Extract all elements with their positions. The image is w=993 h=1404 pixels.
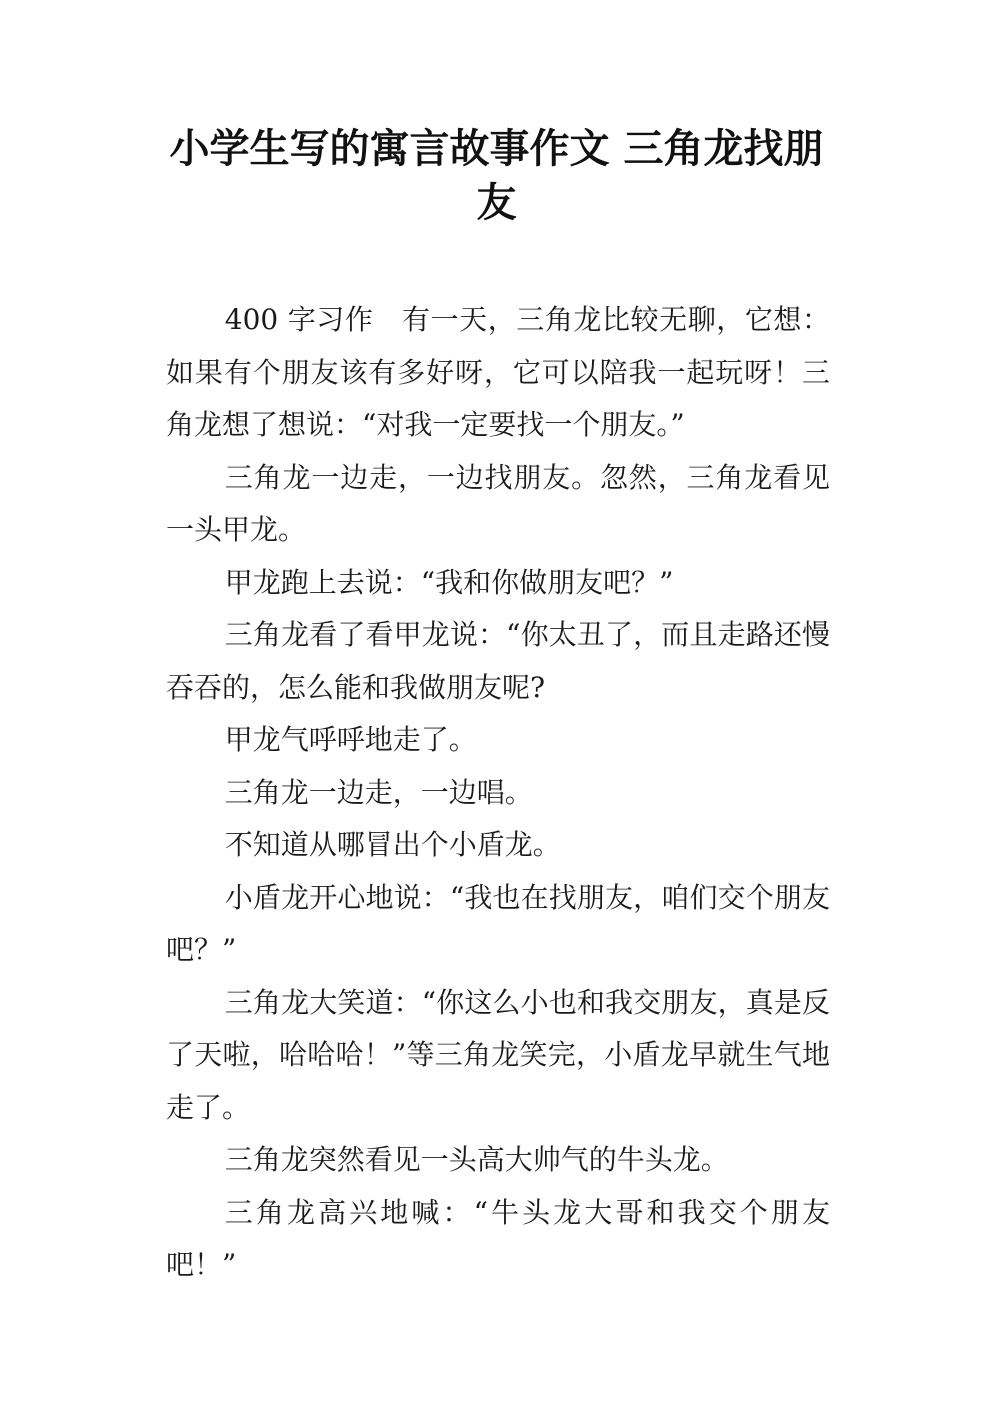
paragraph: 400 字习作 有一天，三角龙比较无聊，它想：如果有个朋友该有多好呀，它可以陪我一起玩呀！三角龙想了想说：“对我一定要找一个朋友。” [166,303,830,441]
paragraph: 甲龙气呼呼地走了。 [224,723,477,756]
paragraph: 小盾龙开心地说：“我也在找朋友，咱们交个朋友吧？” [166,880,830,966]
paragraph: 三角龙大笑道：“你这么小也和我交朋友，真是反了天啦，哈哈哈！”等三角龙笑完，小盾龙早就生气地走了。 [166,985,830,1124]
paragraph: 三角龙一边走，一边找朋友。忽然，三角龙看见一头甲龙。 [166,460,830,546]
paragraph: 不知道从哪冒出个小盾龙。 [224,828,561,861]
document-body [166,294,830,1292]
paragraph: 三角龙一边走，一边唱。 [224,775,533,809]
document-title: 小学生写的寓言故事作文 三角龙找朋友 [169,126,824,226]
paragraph: 三角龙突然看见一头高大帅气的牛头龙。 [224,1143,729,1176]
paragraph: 三角龙看了看甲龙说：“你太丑了，而且走路还慢吞吞的，怎么能和我做朋友呢? [166,618,830,704]
paragraph: 三角龙高兴地喊：“牛头龙大哥和我交个朋友吧！” [166,1195,830,1281]
paragraph: 甲龙跑上去说：“我和你做朋友吧？” [224,565,674,599]
